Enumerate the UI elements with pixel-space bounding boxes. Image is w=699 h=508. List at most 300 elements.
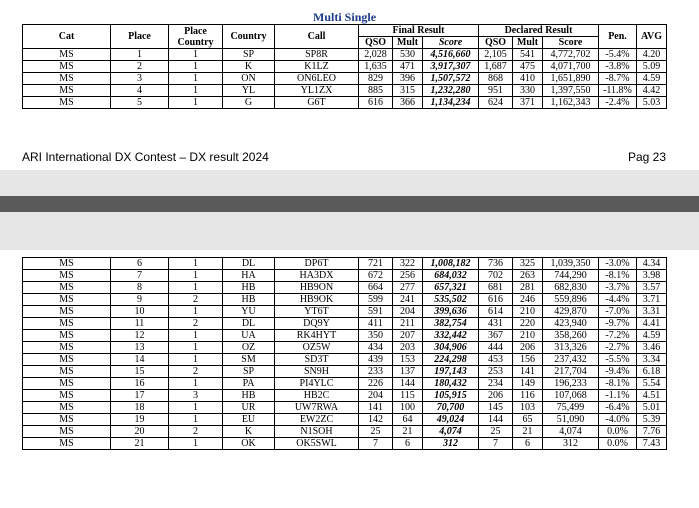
- cell-place: 19: [111, 414, 169, 426]
- cell-place: 20: [111, 426, 169, 438]
- cell-avg: 3.98: [637, 270, 667, 282]
- cell-declared-qso: 25: [479, 426, 513, 438]
- cell-avg: 4.51: [637, 390, 667, 402]
- cell-place-country: 2: [169, 366, 223, 378]
- cell-place: 1: [111, 49, 169, 61]
- cell-place-country: 2: [169, 294, 223, 306]
- cell-declared-mult: 210: [513, 306, 543, 318]
- cell-avg: 5.03: [637, 97, 667, 109]
- table-row: [23, 85, 667, 97]
- cell-final-qso: 2,028: [359, 49, 393, 61]
- cell-avg: 4.34: [637, 258, 667, 270]
- header-declared-result: Declared Result: [479, 25, 599, 37]
- cell-country: HB: [223, 294, 275, 306]
- cell-declared-mult: 21: [513, 426, 543, 438]
- cell-declared-mult: 65: [513, 414, 543, 426]
- cell-declared-mult: 263: [513, 270, 543, 282]
- cell-place: 12: [111, 330, 169, 342]
- cell-final-mult: 277: [393, 282, 423, 294]
- table-row: [23, 270, 667, 282]
- cell-declared-score: 358,260: [543, 330, 599, 342]
- cell-country: HB: [223, 390, 275, 402]
- cell-cat: MS: [23, 306, 111, 318]
- cell-place-country: 1: [169, 330, 223, 342]
- cell-final-score: 382,754: [423, 318, 479, 330]
- cell-call: HB2C: [275, 390, 359, 402]
- cell-final-mult: 153: [393, 354, 423, 366]
- cell-pen: -5.4%: [599, 49, 637, 61]
- cell-final-score: 304,906: [423, 342, 479, 354]
- cell-place-country: 1: [169, 354, 223, 366]
- cell-call: HA3DX: [275, 270, 359, 282]
- cell-final-mult: 322: [393, 258, 423, 270]
- cell-place: 18: [111, 402, 169, 414]
- header-country: Country: [223, 25, 275, 49]
- cell-final-mult: 211: [393, 318, 423, 330]
- cell-declared-qso: 681: [479, 282, 513, 294]
- page-number: Pag 23: [627, 150, 666, 164]
- table-row: [23, 366, 667, 378]
- cell-place-country: 1: [169, 85, 223, 97]
- cell-final-mult: 137: [393, 366, 423, 378]
- cell-declared-mult: 541: [513, 49, 543, 61]
- cell-declared-score: 1,651,890: [543, 73, 599, 85]
- cell-place: 14: [111, 354, 169, 366]
- cell-place-country: 1: [169, 97, 223, 109]
- cell-country: PA: [223, 378, 275, 390]
- cell-call: YT6T: [275, 306, 359, 318]
- cell-declared-score: 4,772,702: [543, 49, 599, 61]
- cell-place-country: 3: [169, 390, 223, 402]
- cell-cat: MS: [23, 258, 111, 270]
- table-row: [23, 282, 667, 294]
- cell-declared-score: 1,397,550: [543, 85, 599, 97]
- cell-country: OZ: [223, 342, 275, 354]
- cell-declared-mult: 220: [513, 318, 543, 330]
- cell-declared-qso: 616: [479, 294, 513, 306]
- header-declared-mult: Mult: [513, 37, 543, 49]
- cell-avg: 3.31: [637, 306, 667, 318]
- cell-final-qso: 885: [359, 85, 393, 97]
- header-declared-qso: QSO: [479, 37, 513, 49]
- cell-avg: 7.76: [637, 426, 667, 438]
- page-top: [0, 0, 699, 170]
- cell-declared-qso: 431: [479, 318, 513, 330]
- cell-final-qso: 721: [359, 258, 393, 270]
- cell-final-qso: 1,635: [359, 61, 393, 73]
- cell-call: SD3T: [275, 354, 359, 366]
- header-place-country: Place Country: [169, 25, 223, 49]
- cell-call: OZ5W: [275, 342, 359, 354]
- cell-declared-mult: 330: [513, 85, 543, 97]
- cell-country: SP: [223, 49, 275, 61]
- cell-declared-score: 107,068: [543, 390, 599, 402]
- page-footer: [22, 150, 666, 164]
- cell-country: DL: [223, 318, 275, 330]
- cell-declared-score: 313,326: [543, 342, 599, 354]
- cell-pen: -3.0%: [599, 258, 637, 270]
- cell-place: 13: [111, 342, 169, 354]
- cell-declared-mult: 103: [513, 402, 543, 414]
- cell-declared-mult: 116: [513, 390, 543, 402]
- cell-pen: -1.1%: [599, 390, 637, 402]
- cell-final-score: 1,507,572: [423, 73, 479, 85]
- cell-pen: -8.1%: [599, 378, 637, 390]
- cell-avg: 3.46: [637, 342, 667, 354]
- cell-declared-qso: 234: [479, 378, 513, 390]
- cell-cat: MS: [23, 366, 111, 378]
- cell-place-country: 1: [169, 402, 223, 414]
- header-cat: Cat: [23, 25, 111, 49]
- cell-place: 17: [111, 390, 169, 402]
- cell-declared-score: 559,896: [543, 294, 599, 306]
- cell-avg: 4.59: [637, 73, 667, 85]
- table-row: [23, 330, 667, 342]
- cell-final-qso: 664: [359, 282, 393, 294]
- cell-call: SN9H: [275, 366, 359, 378]
- cell-pen: -6.4%: [599, 402, 637, 414]
- header-final-qso: QSO: [359, 37, 393, 49]
- header-declared-score: Score: [543, 37, 599, 49]
- cell-cat: MS: [23, 426, 111, 438]
- cell-call: DQ9Y: [275, 318, 359, 330]
- cell-declared-qso: 453: [479, 354, 513, 366]
- cell-cat: MS: [23, 294, 111, 306]
- cell-country: UA: [223, 330, 275, 342]
- cell-final-mult: 100: [393, 402, 423, 414]
- cell-place-country: 2: [169, 426, 223, 438]
- cell-country: HA: [223, 270, 275, 282]
- cell-declared-score: 1,039,350: [543, 258, 599, 270]
- cell-declared-qso: 2,105: [479, 49, 513, 61]
- header-call: Call: [275, 25, 359, 49]
- cell-cat: MS: [23, 85, 111, 97]
- cell-pen: -7.0%: [599, 306, 637, 318]
- cell-final-mult: 256: [393, 270, 423, 282]
- cell-country: OK: [223, 438, 275, 450]
- cell-cat: MS: [23, 390, 111, 402]
- cell-declared-qso: 444: [479, 342, 513, 354]
- cell-declared-qso: 624: [479, 97, 513, 109]
- table-row: [23, 402, 667, 414]
- cell-final-mult: 204: [393, 306, 423, 318]
- cell-cat: MS: [23, 318, 111, 330]
- cell-final-score: 399,636: [423, 306, 479, 318]
- cell-place: 11: [111, 318, 169, 330]
- cell-declared-score: 682,830: [543, 282, 599, 294]
- table-row: [23, 438, 667, 450]
- cell-country: G: [223, 97, 275, 109]
- cell-pen: 0.0%: [599, 438, 637, 450]
- cell-final-score: 332,442: [423, 330, 479, 342]
- cell-final-qso: 7: [359, 438, 393, 450]
- cell-final-mult: 203: [393, 342, 423, 354]
- cell-cat: MS: [23, 97, 111, 109]
- cell-declared-qso: 7: [479, 438, 513, 450]
- cell-pen: -3.7%: [599, 282, 637, 294]
- cell-call: RK4HYT: [275, 330, 359, 342]
- results-table-bottom: [22, 257, 667, 450]
- cell-declared-score: 51,090: [543, 414, 599, 426]
- table-row: [23, 294, 667, 306]
- cell-pen: -8.1%: [599, 270, 637, 282]
- cell-declared-mult: 149: [513, 378, 543, 390]
- cell-place: 6: [111, 258, 169, 270]
- cell-country: ON: [223, 73, 275, 85]
- cell-cat: MS: [23, 330, 111, 342]
- cell-declared-score: 1,162,343: [543, 97, 599, 109]
- cell-pen: -9.7%: [599, 318, 637, 330]
- cell-place: 4: [111, 85, 169, 97]
- cell-pen: -5.5%: [599, 354, 637, 366]
- page-bottom: [0, 250, 699, 508]
- cell-place-country: 1: [169, 282, 223, 294]
- cell-place: 15: [111, 366, 169, 378]
- cell-avg: 4.59: [637, 330, 667, 342]
- cell-final-mult: 64: [393, 414, 423, 426]
- cell-place-country: 1: [169, 342, 223, 354]
- cell-pen: -7.2%: [599, 330, 637, 342]
- table-title: Multi Single: [23, 10, 667, 25]
- cell-declared-qso: 145: [479, 402, 513, 414]
- cell-declared-mult: 6: [513, 438, 543, 450]
- cell-place: 5: [111, 97, 169, 109]
- cell-final-mult: 315: [393, 85, 423, 97]
- cell-pen: -9.4%: [599, 366, 637, 378]
- cell-declared-qso: 206: [479, 390, 513, 402]
- header-avg: AVG: [637, 25, 667, 49]
- cell-cat: MS: [23, 61, 111, 73]
- cell-declared-qso: 702: [479, 270, 513, 282]
- cell-declared-score: 237,432: [543, 354, 599, 366]
- cell-final-qso: 233: [359, 366, 393, 378]
- cell-avg: 3.34: [637, 354, 667, 366]
- header-place: Place: [111, 25, 169, 49]
- cell-call: G6T: [275, 97, 359, 109]
- cell-final-mult: 471: [393, 61, 423, 73]
- cell-place-country: 1: [169, 73, 223, 85]
- cell-place-country: 1: [169, 270, 223, 282]
- header-final-result: Final Result: [359, 25, 479, 37]
- cell-final-qso: 829: [359, 73, 393, 85]
- cell-final-score: 1,008,182: [423, 258, 479, 270]
- cell-place: 8: [111, 282, 169, 294]
- cell-country: YU: [223, 306, 275, 318]
- cell-country: HB: [223, 282, 275, 294]
- table-row: [23, 258, 667, 270]
- cell-final-qso: 204: [359, 390, 393, 402]
- cell-declared-score: 75,499: [543, 402, 599, 414]
- cell-country: UR: [223, 402, 275, 414]
- cell-declared-score: 196,233: [543, 378, 599, 390]
- table-row: [23, 354, 667, 366]
- cell-declared-qso: 1,687: [479, 61, 513, 73]
- cell-final-qso: 411: [359, 318, 393, 330]
- cell-declared-score: 423,940: [543, 318, 599, 330]
- cell-avg: 7.43: [637, 438, 667, 450]
- cell-final-qso: 591: [359, 306, 393, 318]
- cell-declared-qso: 253: [479, 366, 513, 378]
- cell-call: K1LZ: [275, 61, 359, 73]
- cell-place-country: 1: [169, 258, 223, 270]
- cell-call: EW2ZC: [275, 414, 359, 426]
- cell-final-score: 197,143: [423, 366, 479, 378]
- cell-declared-mult: 156: [513, 354, 543, 366]
- cell-avg: 6.18: [637, 366, 667, 378]
- cell-final-mult: 207: [393, 330, 423, 342]
- cell-country: K: [223, 426, 275, 438]
- cell-avg: 4.41: [637, 318, 667, 330]
- cell-avg: 3.57: [637, 282, 667, 294]
- cell-declared-score: 4,071,700: [543, 61, 599, 73]
- cell-cat: MS: [23, 282, 111, 294]
- cell-declared-qso: 614: [479, 306, 513, 318]
- cell-pen: -4.0%: [599, 414, 637, 426]
- cell-place-country: 1: [169, 378, 223, 390]
- cell-final-qso: 599: [359, 294, 393, 306]
- cell-final-mult: 21: [393, 426, 423, 438]
- header-final-score: Score: [423, 37, 479, 49]
- cell-final-qso: 226: [359, 378, 393, 390]
- cell-avg: 5.54: [637, 378, 667, 390]
- cell-call: HB9OK: [275, 294, 359, 306]
- cell-avg: 4.42: [637, 85, 667, 97]
- cell-final-score: 4,074: [423, 426, 479, 438]
- cell-final-mult: 6: [393, 438, 423, 450]
- cell-declared-score: 4,074: [543, 426, 599, 438]
- cell-pen: -2.4%: [599, 97, 637, 109]
- table-row: [23, 73, 667, 85]
- cell-final-qso: 434: [359, 342, 393, 354]
- cell-pen: -11.8%: [599, 85, 637, 97]
- cell-country: SM: [223, 354, 275, 366]
- cell-final-qso: 141: [359, 402, 393, 414]
- cell-country: DL: [223, 258, 275, 270]
- cell-final-mult: 115: [393, 390, 423, 402]
- table-row: [23, 97, 667, 109]
- cell-avg: 5.39: [637, 414, 667, 426]
- table-row: [23, 378, 667, 390]
- cell-avg: 5.01: [637, 402, 667, 414]
- cell-declared-qso: 367: [479, 330, 513, 342]
- table-row: [23, 306, 667, 318]
- cell-cat: MS: [23, 49, 111, 61]
- cell-call: HB9ON: [275, 282, 359, 294]
- cell-final-score: 312: [423, 438, 479, 450]
- page-divider: [0, 196, 699, 212]
- cell-final-score: 1,232,280: [423, 85, 479, 97]
- cell-final-score: 70,700: [423, 402, 479, 414]
- cell-cat: MS: [23, 270, 111, 282]
- cell-avg: 4.20: [637, 49, 667, 61]
- table-row: [23, 390, 667, 402]
- cell-declared-mult: 210: [513, 330, 543, 342]
- cell-final-qso: 25: [359, 426, 393, 438]
- cell-final-mult: 144: [393, 378, 423, 390]
- cell-place: 21: [111, 438, 169, 450]
- cell-final-qso: 350: [359, 330, 393, 342]
- cell-final-score: 535,502: [423, 294, 479, 306]
- cell-country: YL: [223, 85, 275, 97]
- cell-place-country: 1: [169, 61, 223, 73]
- cell-place: 7: [111, 270, 169, 282]
- cell-call: ON6LEO: [275, 73, 359, 85]
- table-row: [23, 414, 667, 426]
- cell-declared-qso: 144: [479, 414, 513, 426]
- cell-cat: MS: [23, 73, 111, 85]
- cell-call: UW7RWA: [275, 402, 359, 414]
- header-pen: Pen.: [599, 25, 637, 49]
- header-final-mult: Mult: [393, 37, 423, 49]
- cell-place-country: 2: [169, 318, 223, 330]
- cell-pen: -2.7%: [599, 342, 637, 354]
- table-row: [23, 49, 667, 61]
- cell-call: N1SOH: [275, 426, 359, 438]
- table-row: [23, 318, 667, 330]
- cell-final-mult: 241: [393, 294, 423, 306]
- cell-place-country: 1: [169, 414, 223, 426]
- cell-final-qso: 142: [359, 414, 393, 426]
- cell-final-score: 657,321: [423, 282, 479, 294]
- cell-final-score: 224,298: [423, 354, 479, 366]
- cell-avg: 3.71: [637, 294, 667, 306]
- cell-cat: MS: [23, 354, 111, 366]
- cell-place-country: 1: [169, 438, 223, 450]
- cell-place: 3: [111, 73, 169, 85]
- cell-call: SP8R: [275, 49, 359, 61]
- cell-call: OK5SWL: [275, 438, 359, 450]
- cell-declared-mult: 281: [513, 282, 543, 294]
- cell-final-qso: 672: [359, 270, 393, 282]
- cell-final-score: 3,917,307: [423, 61, 479, 73]
- cell-pen: -8.7%: [599, 73, 637, 85]
- cell-cat: MS: [23, 378, 111, 390]
- cell-country: EU: [223, 414, 275, 426]
- cell-declared-score: 217,704: [543, 366, 599, 378]
- cell-call: YL1ZX: [275, 85, 359, 97]
- cell-declared-mult: 475: [513, 61, 543, 73]
- cell-final-score: 105,915: [423, 390, 479, 402]
- cell-final-score: 1,134,234: [423, 97, 479, 109]
- cell-place: 9: [111, 294, 169, 306]
- cell-place: 16: [111, 378, 169, 390]
- cell-declared-score: 744,290: [543, 270, 599, 282]
- cell-cat: MS: [23, 438, 111, 450]
- cell-declared-qso: 951: [479, 85, 513, 97]
- cell-declared-score: 312: [543, 438, 599, 450]
- cell-final-score: 49,024: [423, 414, 479, 426]
- cell-declared-qso: 868: [479, 73, 513, 85]
- cell-call: DP6T: [275, 258, 359, 270]
- table-row: [23, 342, 667, 354]
- cell-pen: -3.8%: [599, 61, 637, 73]
- cell-final-mult: 396: [393, 73, 423, 85]
- cell-declared-qso: 736: [479, 258, 513, 270]
- cell-final-qso: 439: [359, 354, 393, 366]
- cell-country: K: [223, 61, 275, 73]
- cell-place-country: 1: [169, 49, 223, 61]
- cell-declared-mult: 410: [513, 73, 543, 85]
- cell-final-score: 4,516,660: [423, 49, 479, 61]
- cell-cat: MS: [23, 414, 111, 426]
- cell-declared-mult: 206: [513, 342, 543, 354]
- cell-call: PI4YLC: [275, 378, 359, 390]
- cell-final-score: 684,032: [423, 270, 479, 282]
- cell-cat: MS: [23, 342, 111, 354]
- cell-place: 2: [111, 61, 169, 73]
- cell-declared-mult: 141: [513, 366, 543, 378]
- cell-pen: 0.0%: [599, 426, 637, 438]
